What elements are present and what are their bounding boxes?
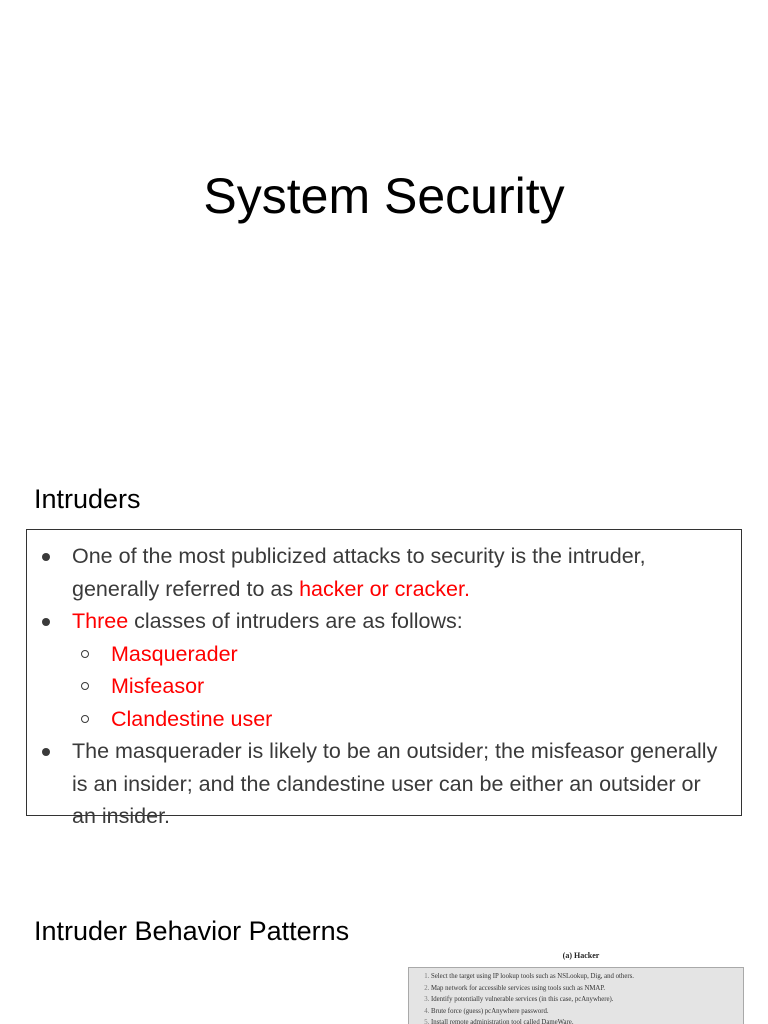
figure-caption: (a) Hacker: [562, 951, 600, 960]
bullet-item: [26, 605, 742, 638]
sub-bullet-item: [26, 638, 742, 671]
hacker-step: 1. Select the target using IP lookup tools such as NSLookup, Dig, and others.: [431, 971, 743, 983]
hacker-step: 3. Identify potentially vulnerable services (in this case, pcAnywhere).: [431, 994, 743, 1006]
hacker-step: 2. Map network for accessible services using tools such as NMAP.: [431, 983, 743, 995]
sub-bullet-item: [26, 670, 742, 703]
highlighted-text: Clandestine user: [111, 706, 273, 731]
hollow-circle-bullet-icon: [81, 650, 89, 658]
section-heading-behavior-patterns: Intruder Behavior Patterns: [34, 916, 350, 946]
hollow-circle-bullet-icon: [81, 682, 89, 690]
highlighted-text: Misfeasor: [111, 674, 205, 698]
highlighted-text: Masquerader: [111, 641, 238, 666]
sub-bullet-item: [26, 703, 742, 736]
highlighted-text: hacker or cracker.: [299, 576, 470, 601]
page-title: System Security: [203, 168, 565, 224]
filled-circle-bullet-icon: [42, 553, 50, 561]
intruders-bullet-list: [26, 540, 742, 833]
section-heading-intruders: Intruders: [34, 484, 141, 514]
filled-circle-bullet-icon: [42, 748, 50, 756]
bullet-text: classes of intruders are as follows:: [128, 609, 463, 633]
bullet-item: [26, 540, 742, 605]
hacker-step: 4. Brute force (guess) pcAnywhere password.: [431, 1006, 743, 1018]
hacker-figure: [406, 950, 744, 1024]
figure-panel: [408, 967, 744, 1024]
bullet-text: One of the most publicized attacks to security is the intruder, generally referred to as: [72, 544, 646, 601]
hollow-circle-bullet-icon: [81, 715, 89, 723]
hacker-steps-list: [417, 971, 743, 1024]
bullet-item: [26, 735, 742, 833]
highlighted-text: Three: [72, 609, 129, 633]
bullet-text: The masquerader is likely to be an outsider; the misfeasor generally is an insider; and the clandestine user can be either an outsider or an insider.: [72, 739, 718, 828]
hacker-step: 5. Install remote administration tool called DameWare.: [431, 1017, 743, 1024]
filled-circle-bullet-icon: [42, 618, 50, 626]
